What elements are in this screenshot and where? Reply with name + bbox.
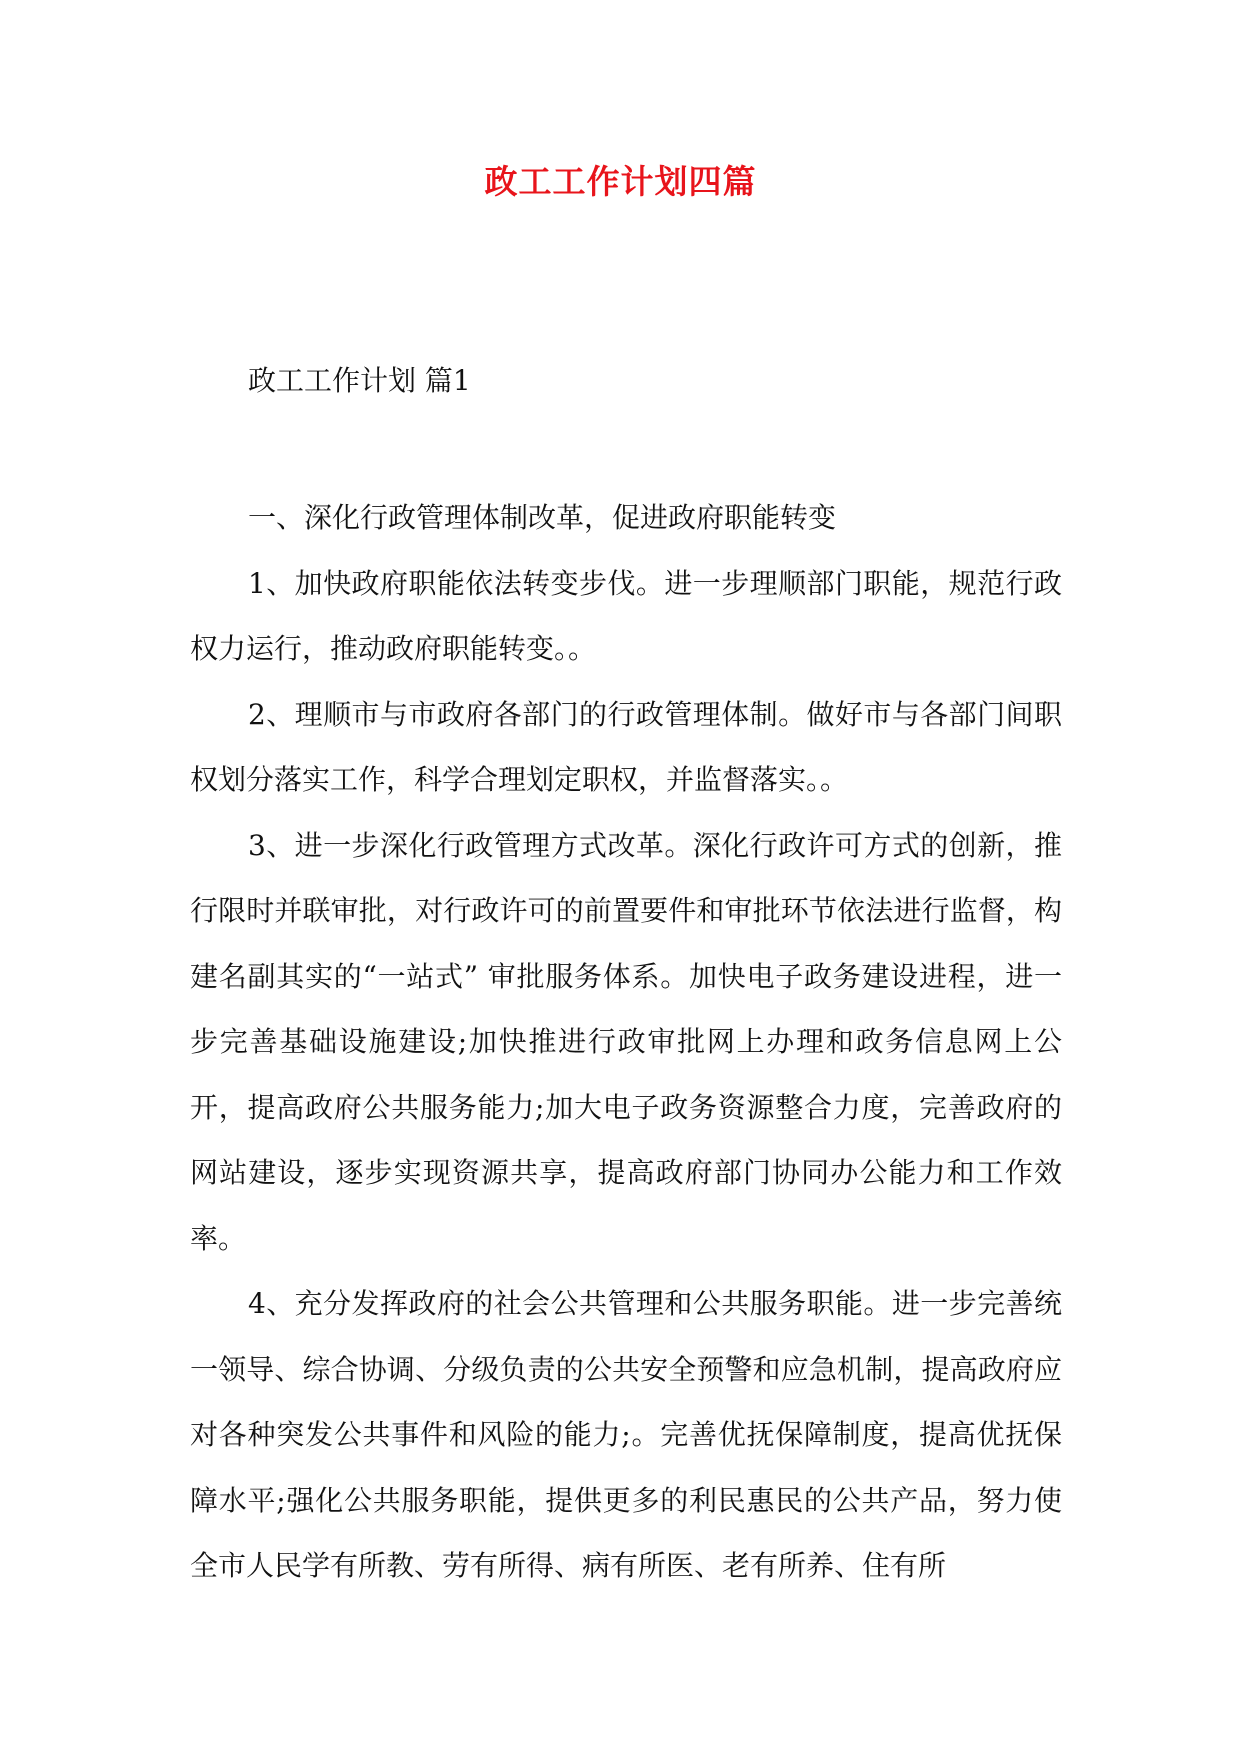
paragraph-heading: 一、深化行政管理体制改革，促进政府职能转变 xyxy=(248,501,837,534)
paragraph: 3、进一步深化行政管理方式改革。深化行政许可方式的创新，推行限时并联审批，对行政许可的前置要件和审批环节依法进行监督，构建名副其实的“一站式” 审批服务体系。加快电子政务建设进程，进一步完善基础设施建设;加快推进行政审批网上办理和政务信息网上公开，提高政府公共服务能力;加大电子政务资源整合力度，完善政府的网站建设，逐步实现资源共享，提高政府部门协同办公能力和工作效率。 xyxy=(190,828,1062,1255)
paragraph: 2、理顺市与市政府各部门的行政管理体制。做好市与各部门间职权划分落实工作，科学合理划定职权，并监督落实。。 xyxy=(190,697,1062,796)
document-title: 政工工作计划四篇 xyxy=(484,162,757,201)
section-heading: 政工工作计划 篇1 xyxy=(248,364,471,397)
paragraph: 4、充分发挥政府的社会公共管理和公共服务职能。进一步完善统一领导、综合协调、分级负责的公共安全预警和应急机制，提高政府应对各种突发公共事件和风险的能力;。完善优抚保障制度，提高优抚保障水平;强化公共服务职能，提供更多的利民惠民的公共产品，努力使全市人民学有所教、劳有所得、病有所医、老有所养、住有所 xyxy=(190,1287,1062,1582)
document-body xyxy=(190,485,1062,1599)
paragraph: 1、加快政府职能依法转变步伐。进一步理顺部门职能，规范行政权力运行，推动政府职能转变。。 xyxy=(190,566,1062,665)
